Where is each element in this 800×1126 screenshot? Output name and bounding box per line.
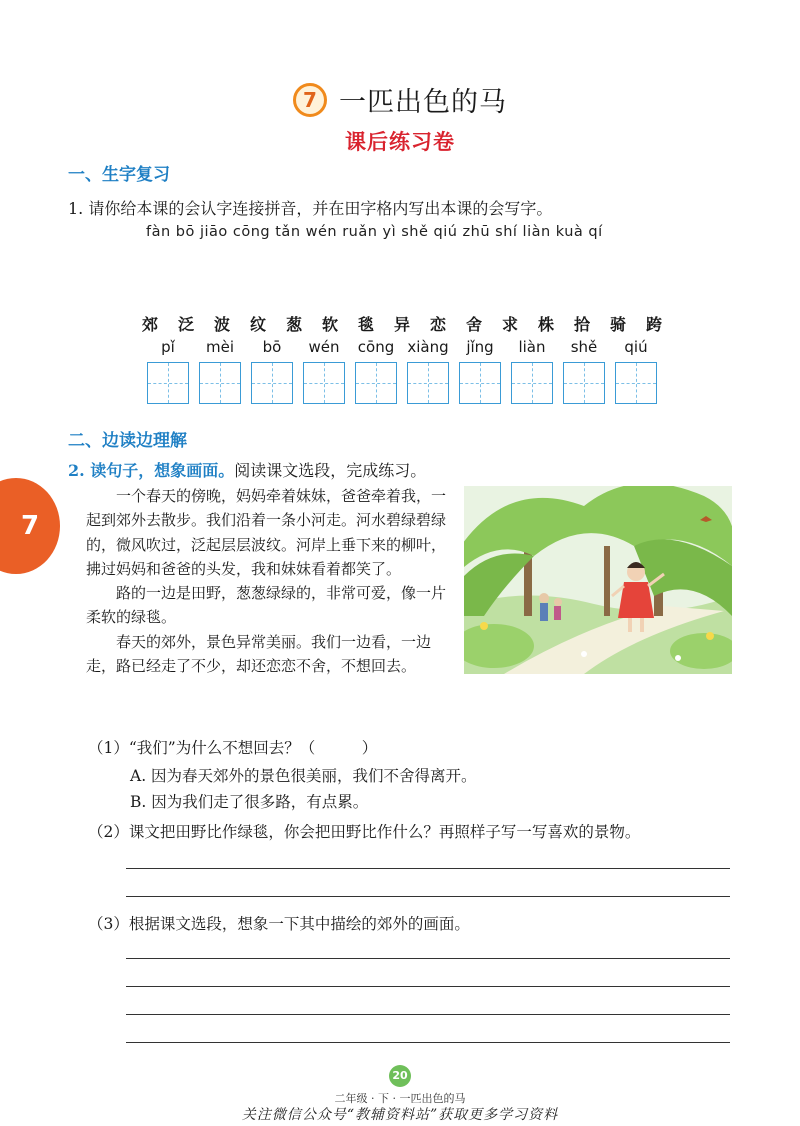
option-a[interactable]: A. 因为春天郊外的景色很美丽，我们不舍得离开。 [130,767,477,785]
answer-line[interactable] [126,896,730,897]
q2-label: 2. 读句子，想象画面。 [68,461,235,480]
lesson-side-tab: 7 [0,478,60,574]
tianzige-box[interactable] [459,362,501,404]
passage-paragraph: 春天的郊外，景色异常美丽。我们一边看，一边走，路已经走了不少，却还恋恋不舍，不想回去。 [86,632,432,676]
tianzige-box[interactable] [615,362,657,404]
answer-line[interactable] [126,1014,730,1015]
tianzige-box[interactable] [563,362,605,404]
option-b[interactable]: B. 因为我们走了很多路，有点累。 [130,793,369,811]
section2-title: 二、边读边理解 [68,431,187,451]
sub-question-3: （3）根据课文选段，想象一下其中描绘的郊外的画面。 [88,915,470,933]
passage-paragraph: 路的一边是田野，葱葱绿绿的，非常可爱，像一片柔软的绿毯。 [86,584,447,627]
worksheet-subtitle: 课后练习卷 [345,129,455,154]
answer-line[interactable] [126,958,730,959]
answer-line[interactable] [126,986,730,987]
hanzi-char: 纹 [249,315,266,334]
page-number: 20 [389,1065,411,1087]
sub-question-1: （1）“我们”为什么不想回去？（ ） [88,739,378,757]
hanzi-char: 异 [393,315,410,334]
write-pinyin: xiàng [407,338,449,356]
q1-text: 1. 请你给本课的会认字连接拼音，并在田字格内写出本课的会写字。 [68,199,553,218]
hanzi-char: 毯 [357,315,374,334]
section1-title: 一、生字复习 [68,165,170,185]
write-pinyin: mèi [205,338,234,356]
write-pinyin: cōng [357,338,395,356]
q2-instruction: 阅读课文选段，完成练习。 [234,461,427,480]
sub-question-2: （2）课文把田野比作绿毯，你会把田野比作什么？再照样子写一写喜欢的景物。 [88,823,641,841]
q2-text [68,458,426,481]
write-pinyin: liàn [518,338,546,356]
hanzi-char: 波 [213,315,230,334]
match-pinyin-line: fàn bō jiāo cōng tǎn wén ruǎn yì shě qiú zhū shí liàn kuà qí [146,224,603,240]
write-pinyin: shě [570,338,598,356]
tianzige-box[interactable] [251,362,293,404]
hanzi-char: 舍 [465,315,482,334]
tianzige-box[interactable] [407,362,449,404]
hanzi-char: 株 [537,315,554,334]
hanzi-char: 软 [321,315,338,334]
passage-paragraph: 一个春天的傍晚，妈妈牵着妹妹，爸爸牵着我，一起到郊外去散步。我们沿着一条小河走。河水碧绿碧绿的，微风吹过，泛起层层波纹。河岸上垂下来的柳叶，拂过妈妈和爸爸的头发，我和妹妹看着都笑了。 [86,487,447,578]
hanzi-char: 葱 [285,315,302,334]
footer-watermark: 关注微信公众号“教辅资料站”获取更多学习资料 [241,1107,559,1123]
hanzi-char: 恋 [429,315,446,334]
write-pinyin: wén [308,338,340,356]
hanzi-char: 泛 [177,315,194,334]
tianzige-box[interactable] [147,362,189,404]
reading-passage [86,484,454,678]
lesson-header [0,80,800,119]
write-pinyin: pǐ [161,338,175,356]
tianzige-box[interactable] [511,362,553,404]
hanzi-char: 求 [501,315,518,334]
lesson-title: 一匹出色的马 [339,87,507,118]
write-pinyin: jǐng [466,338,494,356]
hanzi-char: 骑 [609,315,626,334]
footer-caption: 二年级 · 下 · 一匹出色的马 [334,1092,466,1105]
answer-line[interactable] [126,868,730,869]
write-pinyin: qiú [624,338,648,356]
write-pinyin: bō [262,338,282,356]
hanzi-char: 跨 [645,315,662,334]
hanzi-char: 拾 [573,315,590,334]
hanzi-char: 郊 [141,315,158,334]
tianzige-box[interactable] [199,362,241,404]
match-hanzi-row [132,312,672,335]
tianzige-box[interactable] [303,362,345,404]
tianzige-box[interactable] [355,362,397,404]
spring-illustration [464,486,732,674]
answer-line[interactable] [126,1042,730,1043]
lesson-number-badge: 7 [293,83,327,117]
